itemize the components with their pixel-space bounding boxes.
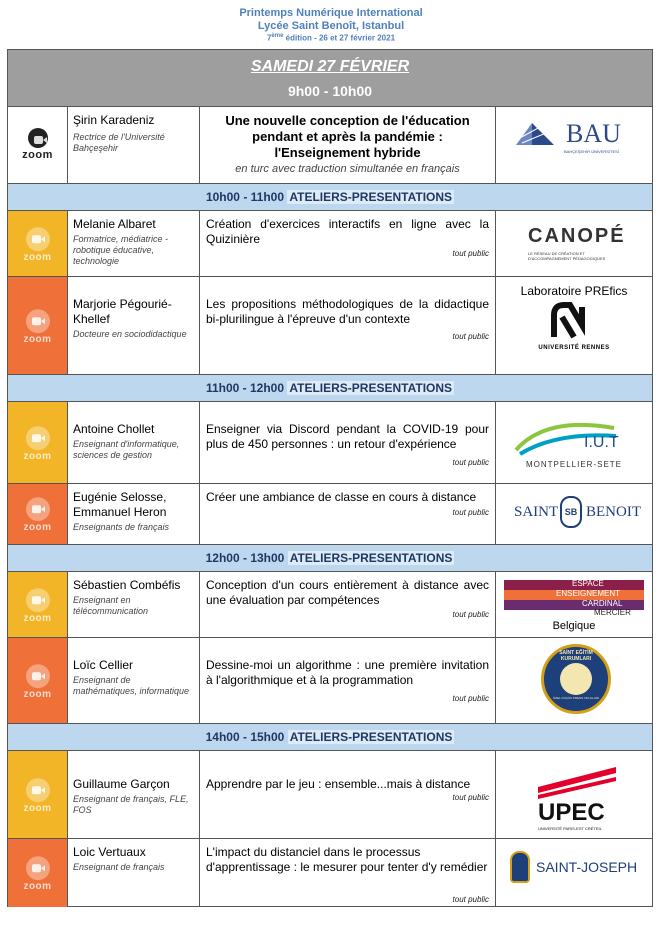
speaker-name: Guillaume Garçon (73, 777, 170, 791)
session-row (8, 402, 652, 484)
sb-left: SAINT (514, 504, 559, 520)
zoom-label: zoom (23, 450, 52, 462)
session-title-cell (200, 211, 496, 276)
zoom-link[interactable] (8, 751, 68, 838)
section-time: 12h00 - 13h00 (205, 551, 285, 565)
speaker-name: Eugénie Selosse, Emmanuel Heron (73, 490, 167, 519)
zoom-link[interactable] (8, 402, 68, 483)
speaker-name: Antoine Chollet (73, 422, 155, 436)
zoom-label: zoom (23, 881, 52, 892)
day-time: 9h00 - 10h00 (287, 83, 373, 99)
section-label: ATELIERS-PRESENTATIONS (289, 190, 453, 204)
bau-name: BAU (566, 119, 621, 148)
session-title-cell (200, 839, 496, 907)
session-title-cell (200, 277, 496, 374)
zoom-logo-cell[interactable] (8, 107, 68, 183)
audience-label: tout public (452, 508, 489, 517)
org-logo-saint-joseph (496, 839, 652, 907)
sb-emblem-icon: SB (560, 496, 582, 528)
sb-right: BENOIT (586, 504, 641, 520)
org-logo-saint-benoit (496, 484, 652, 544)
session-row (8, 572, 652, 638)
audience-label: tout public (452, 458, 489, 467)
audience-label: tout public (452, 610, 489, 619)
speaker-name: Şirin Karadeniz (73, 113, 155, 127)
iut-name: I.U.T (584, 434, 619, 451)
session-row (8, 211, 652, 277)
speaker-name: Melanie Albaret (73, 217, 156, 231)
audience-label: tout public (452, 793, 489, 802)
day-header (8, 50, 652, 107)
org-logo-upec (496, 751, 652, 838)
zoom-camera-icon (26, 497, 50, 521)
ecam-country: Belgique (552, 620, 596, 632)
zoom-label: zoom (23, 688, 52, 700)
session-title: Créer une ambiance de classe en cours à distance (206, 490, 477, 504)
session-title: Apprendre par le jeu : ensemble...mais à distance (206, 777, 471, 791)
upec-sub: UNIVERSITÉ PARIS-EST CRÉTEIL (538, 826, 602, 831)
org-logo-rennes (496, 277, 652, 374)
section-time: 11h00 - 12h00 (205, 381, 285, 395)
speaker-cell (68, 839, 200, 907)
zoom-link[interactable] (8, 638, 68, 723)
speaker-name: Marjorie Pégourié-Khellef (73, 297, 172, 326)
zoom-link[interactable] (8, 572, 68, 637)
zoom-label: zoom (23, 522, 52, 533)
keynote-title-cell (200, 107, 496, 183)
iut-swoosh-icon (496, 402, 652, 484)
zoom-link[interactable] (8, 211, 68, 276)
zoom-camera-icon (26, 778, 50, 802)
event-name: Printemps Numérique International (239, 7, 423, 19)
speaker-role: Enseignant de mathématiques, informatique (73, 675, 190, 696)
speaker-role: Formatrice, médiatrice - robotique éducative, technologie (73, 234, 169, 266)
session-row (8, 484, 652, 545)
session-title-cell (200, 484, 496, 544)
session-title-cell (200, 572, 496, 637)
schedule-table (7, 49, 653, 907)
session-title-cell (200, 751, 496, 838)
keynote-row (8, 107, 652, 184)
session-title: Dessine-moi un algorithme : une première invitation à l'algorithmique et à la programmation (206, 658, 489, 687)
session-title: Conception d'un cours entièrement à distance avec une évaluation par compétences (206, 578, 489, 607)
audience-label: tout public (452, 332, 489, 341)
zoom-label: zoom (23, 802, 52, 814)
zoom-camera-icon (26, 309, 50, 333)
speaker-cell (68, 484, 200, 544)
zoom-link[interactable] (8, 277, 68, 374)
session-row (8, 638, 652, 724)
speaker-role: Enseignant de français, FLE, FOS (73, 794, 189, 815)
zoom-camera-icon (26, 588, 50, 612)
speaker-cell (68, 638, 200, 723)
speaker-cell (68, 277, 200, 374)
zoom-camera-icon (28, 128, 48, 148)
speaker-cell (68, 107, 200, 183)
zoom-label: zoom (23, 333, 52, 345)
speaker-name: Loic Vertuaux (73, 845, 146, 859)
session-title: Création d'exercices interactifs en ligne avec la Quizinière (206, 217, 489, 246)
session-title: L'impact du distanciel dans le processus d'apprentissage : le mesurer pour tenter d'y remédier (206, 845, 488, 874)
keynote-subtitle: en turc avec traduction simultanée en français (235, 163, 460, 175)
session-title: Enseigner via Discord pendant la COVID-19 pour plus de 450 personnes : un retour d'expérience (206, 422, 489, 451)
zoom-camera-icon (26, 426, 50, 450)
audience-label: tout public (452, 895, 489, 904)
speaker-role: Rectrice de l'Université Bahçeşehir (73, 132, 165, 153)
event-edition: 7ème édition - 26 et 27 février 2021 (266, 33, 396, 43)
section-header-2 (8, 375, 652, 402)
session-row (8, 751, 652, 839)
org-logo-saint-egitim (496, 638, 652, 723)
zoom-link[interactable] (8, 484, 68, 544)
audience-label: tout public (452, 694, 489, 703)
speaker-cell (68, 211, 200, 276)
speaker-name: Loïc Cellier (73, 658, 134, 672)
zoom-label: zoom (22, 149, 53, 161)
lab-name: Laboratoire PREfics (520, 284, 628, 298)
rennes-emblem-icon (496, 277, 652, 375)
speaker-role: Enseignants de français (73, 522, 170, 532)
saint-joseph-crest-icon (510, 851, 530, 883)
zoom-camera-icon (26, 227, 50, 251)
speaker-cell (68, 572, 200, 637)
speaker-name: Sébastien Combéfis (73, 578, 181, 592)
day-title: SAMEDI 27 FÉVRIER (250, 58, 410, 75)
zoom-label: zoom (23, 612, 52, 624)
org-logo-canope (496, 211, 652, 276)
speaker-cell (68, 751, 200, 838)
ecam-l2: ENSEIGNEMENT (556, 589, 621, 598)
session-row (8, 277, 652, 375)
event-venue: Lycée Saint Benoît, Istanbul (257, 20, 405, 32)
canope-name: CANOPÉ (528, 225, 626, 247)
speaker-role: Docteure en sociodidactique (73, 329, 187, 339)
speaker-role: Enseignant d'informatique, sciences de gestion (73, 439, 180, 460)
ecam-l4: MERCIER (594, 608, 631, 617)
section-label: ATELIERS-PRESENTATIONS (289, 551, 453, 565)
audience-label: tout public (452, 249, 489, 258)
keynote-title: Une nouvelle conception de l'éducation pendant et après la pandémie : l'Enseignement hybride (225, 113, 470, 160)
canope-sub: LE RÉSEAU DE CRÉATION ET D'ACCOMPAGNEMENT PÉDAGOGIQUES (528, 251, 606, 261)
org-logo-iut (496, 402, 652, 483)
session-title-cell (200, 638, 496, 723)
section-header-1 (8, 184, 652, 211)
section-time: 14h00 - 15h00 (205, 730, 285, 744)
zoom-label: zoom (23, 251, 52, 263)
section-label: ATELIERS-PRESENTATIONS (289, 730, 453, 744)
section-time: 10h00 - 11h00 (205, 190, 285, 204)
org-logo-bau (496, 107, 652, 183)
speaker-role: Enseignant en télécommunication (73, 595, 149, 616)
saint-egitim-sub: ÖZEL KÜÇÜK PRENS OKULLARI (553, 696, 599, 700)
session-row (8, 839, 652, 907)
org-logo-ecam (496, 572, 652, 637)
saint-egitim-name: SAİNT EĞİTİM KURUMLARI (559, 650, 593, 662)
upec-name: UPEC (538, 799, 605, 826)
speaker-cell (68, 402, 200, 483)
iut-sub: MONTPELLIER-SETE (525, 460, 622, 469)
session-title-cell (200, 402, 496, 483)
zoom-link[interactable] (8, 839, 68, 907)
ecam-l3: CARDINAL (582, 599, 623, 608)
section-header-3 (8, 545, 652, 572)
zoom-camera-icon (26, 664, 50, 688)
speaker-role: Enseignant de français (73, 862, 165, 872)
bau-emblem-icon (516, 123, 554, 145)
session-title: Les propositions méthodologiques de la didactique bi-plurilingue à l'épreuve d'un contexte (206, 297, 489, 326)
section-header-4 (8, 724, 652, 751)
saint-joseph-name: SAINT-JOSEPH (536, 859, 638, 875)
zoom-camera-icon (26, 856, 50, 880)
ecam-l1: ESPACE (572, 579, 604, 588)
bau-subname: BAHÇEŞEHİR ÜNİVERSİTESİ (564, 149, 619, 154)
rennes-name: UNIVERSITÉ RENNES (538, 345, 610, 351)
section-label: ATELIERS-PRESENTATIONS (289, 381, 453, 395)
